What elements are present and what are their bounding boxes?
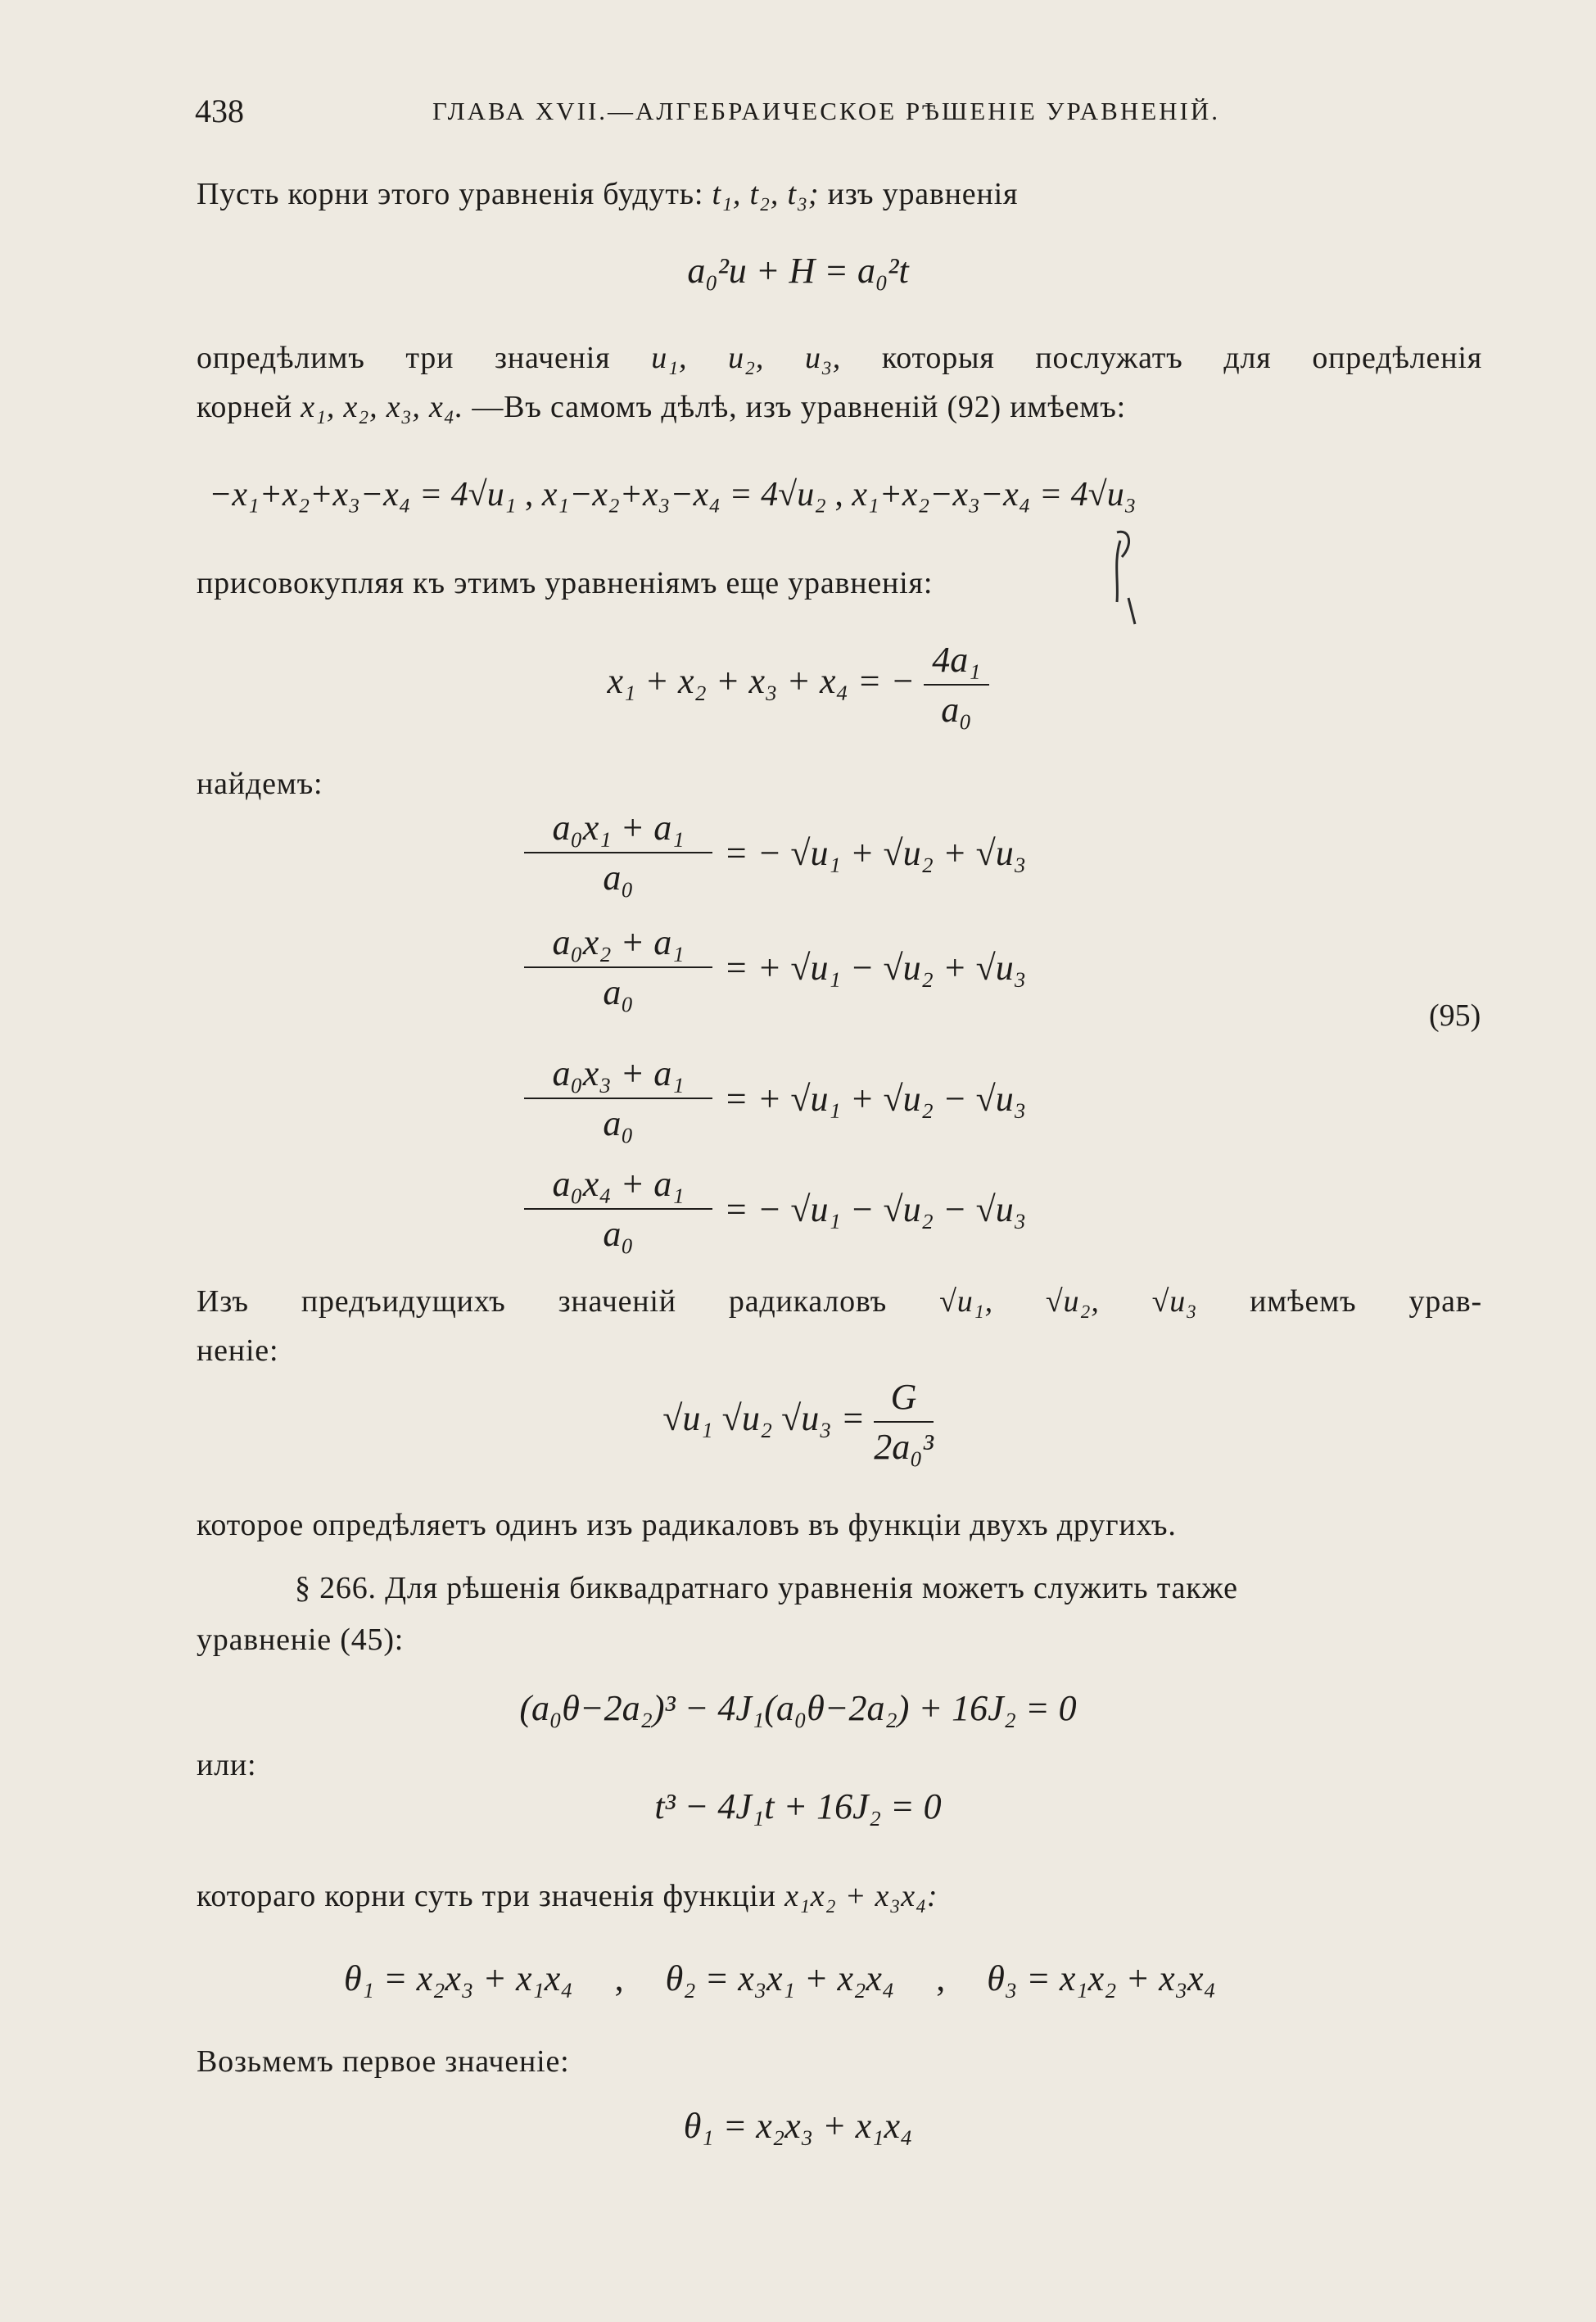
fraction-numerator: 4a₁	[924, 639, 988, 686]
page-number: 438	[195, 93, 244, 129]
equation-sum-u3: x₁+x₂−x₃−x₄ = 4√u₃	[852, 476, 1137, 514]
running-title: ГЛАВА XVII.—АЛГЕБРАИЧЕСКОЕ РѢШЕНІЕ УРАВНЕНІЙ.	[432, 97, 1220, 125]
section-266-line1: § 266. Для рѣшенія биквадратнаго уравненія можетъ служить также	[295, 1571, 1238, 1605]
paragraph-u-values-line2: корней x₁, x₂, x₃, x₄. —Въ самомъ дѣлѣ, изъ уравненій (92) имѣемъ:	[197, 390, 1127, 424]
page-header	[195, 92, 1481, 141]
equation-product-of-radicals: √u₁ √u₂ √u₃ = $\frac{G}{\text{2a₀³}}$	[662, 1377, 934, 1467]
system-row-4: $\frac{\text{a₀x₄ + a₁}}{\text{a₀}}$ = − √u₁ − √u₂ − √u₃	[524, 1163, 1026, 1255]
equation-theta3: θ₃ = x₁x₂ + x₃x₄	[987, 1958, 1216, 1998]
equation-sum-u2: x₁−x₂+x₃−x₄ = 4√u₂	[541, 476, 826, 514]
equation-theta1-repeat: θ₁ = x₂x₃ + x₁x₄	[683, 2106, 913, 2146]
paragraph-radicals-line2: неніе:	[197, 1333, 279, 1368]
equation-number-95: (95)	[1429, 998, 1481, 1033]
paragraph-roots-function: котораго корни суть три значенія функціи x₁x₂ + x₃x₄:	[197, 1879, 938, 1913]
equations-theta: θ₁ = x₂x₃ + x₁x₄ , θ₂ = x₃x₁ + x₂x₄ , θ₃ = x₁x₂ + x₃x₄	[344, 1958, 1216, 1998]
paragraph-radicals-line1: Изъ предъидущихъ значеній радикаловъ √u₁, √u₂, √u₃ имѣемъ урав-	[197, 1284, 1482, 1319]
paragraph-adjoin: присовокупляя къ этимъ уравненіямъ еще уравненія:	[197, 566, 934, 600]
system-row-2: $\frac{\text{a₀x₂ + a₁}}{\text{a₀}}$ = + √u₁ − √u₂ + √u₃	[524, 921, 1026, 1013]
equation-a0u-H: a₀²u + H = a₀²t	[687, 251, 909, 291]
pen-mark-drawing	[1105, 524, 1155, 631]
equations-radical-sums: −x₁+x₂+x₃−x₄ = 4√u₁ , x₁−x₂+x₃−x₄ = 4√u₂ , x₁+x₂−x₃−x₄ = 4√u₃	[209, 476, 1137, 514]
system-row-1: $\frac{\text{a₀x₁ + a₁}}{\text{a₀}}$ = − √u₁ + √u₂ + √u₃	[524, 807, 1026, 898]
paragraph-determines: которое опредѣляетъ одинъ изъ радикаловъ въ функціи двухъ другихъ.	[197, 1508, 1177, 1542]
equation-45: (a₀θ−2a₂)³ − 4J₁(a₀θ−2a₂) + 16J₂ = 0	[519, 1688, 1077, 1728]
label-ili: или:	[197, 1748, 257, 1782]
paragraph-u-values-line1: опредѣлимъ три значенія u₁, u₂, u₃, которыя послужатъ для опредѣленія	[197, 341, 1482, 375]
section-266-line2: уравненіе (45):	[197, 1623, 405, 1657]
radicals-inline: √u₁, √u₂, √u₃	[939, 1284, 1198, 1319]
equation-cubic-t: t³ − 4J₁t + 16J₂ = 0	[654, 1786, 942, 1826]
equation-sum-of-roots: x₁ + x₂ + x₃ + x₄ = − $\frac{\text{4a₁}}{\text{a₀}}$	[0, 639, 1596, 731]
label-naydem: найдемъ:	[197, 767, 323, 801]
roots-t: t₁, t₂, t₃;	[712, 177, 820, 211]
equation-theta2: θ₂ = x₃x₁ + x₂x₄	[665, 1958, 895, 1998]
equation-sum-u1: −x₁+x₂+x₃−x₄ = 4√u₁	[209, 476, 517, 514]
system-row-3: $\frac{\text{a₀x₃ + a₁}}{\text{a₀}}$ = + √u₁ + √u₂ − √u₃	[524, 1052, 1026, 1144]
paragraph-take-first: Возьмемъ первое значеніе:	[197, 2044, 570, 2079]
equation-theta1: θ₁ = x₂x₃ + x₁x₄	[344, 1958, 573, 1998]
paragraph-roots: Пусть корни этого уравненія будуть: t₁, t₂, t₃; изъ уравненія	[197, 177, 1019, 211]
fraction-denominator: a₀	[941, 690, 972, 730]
